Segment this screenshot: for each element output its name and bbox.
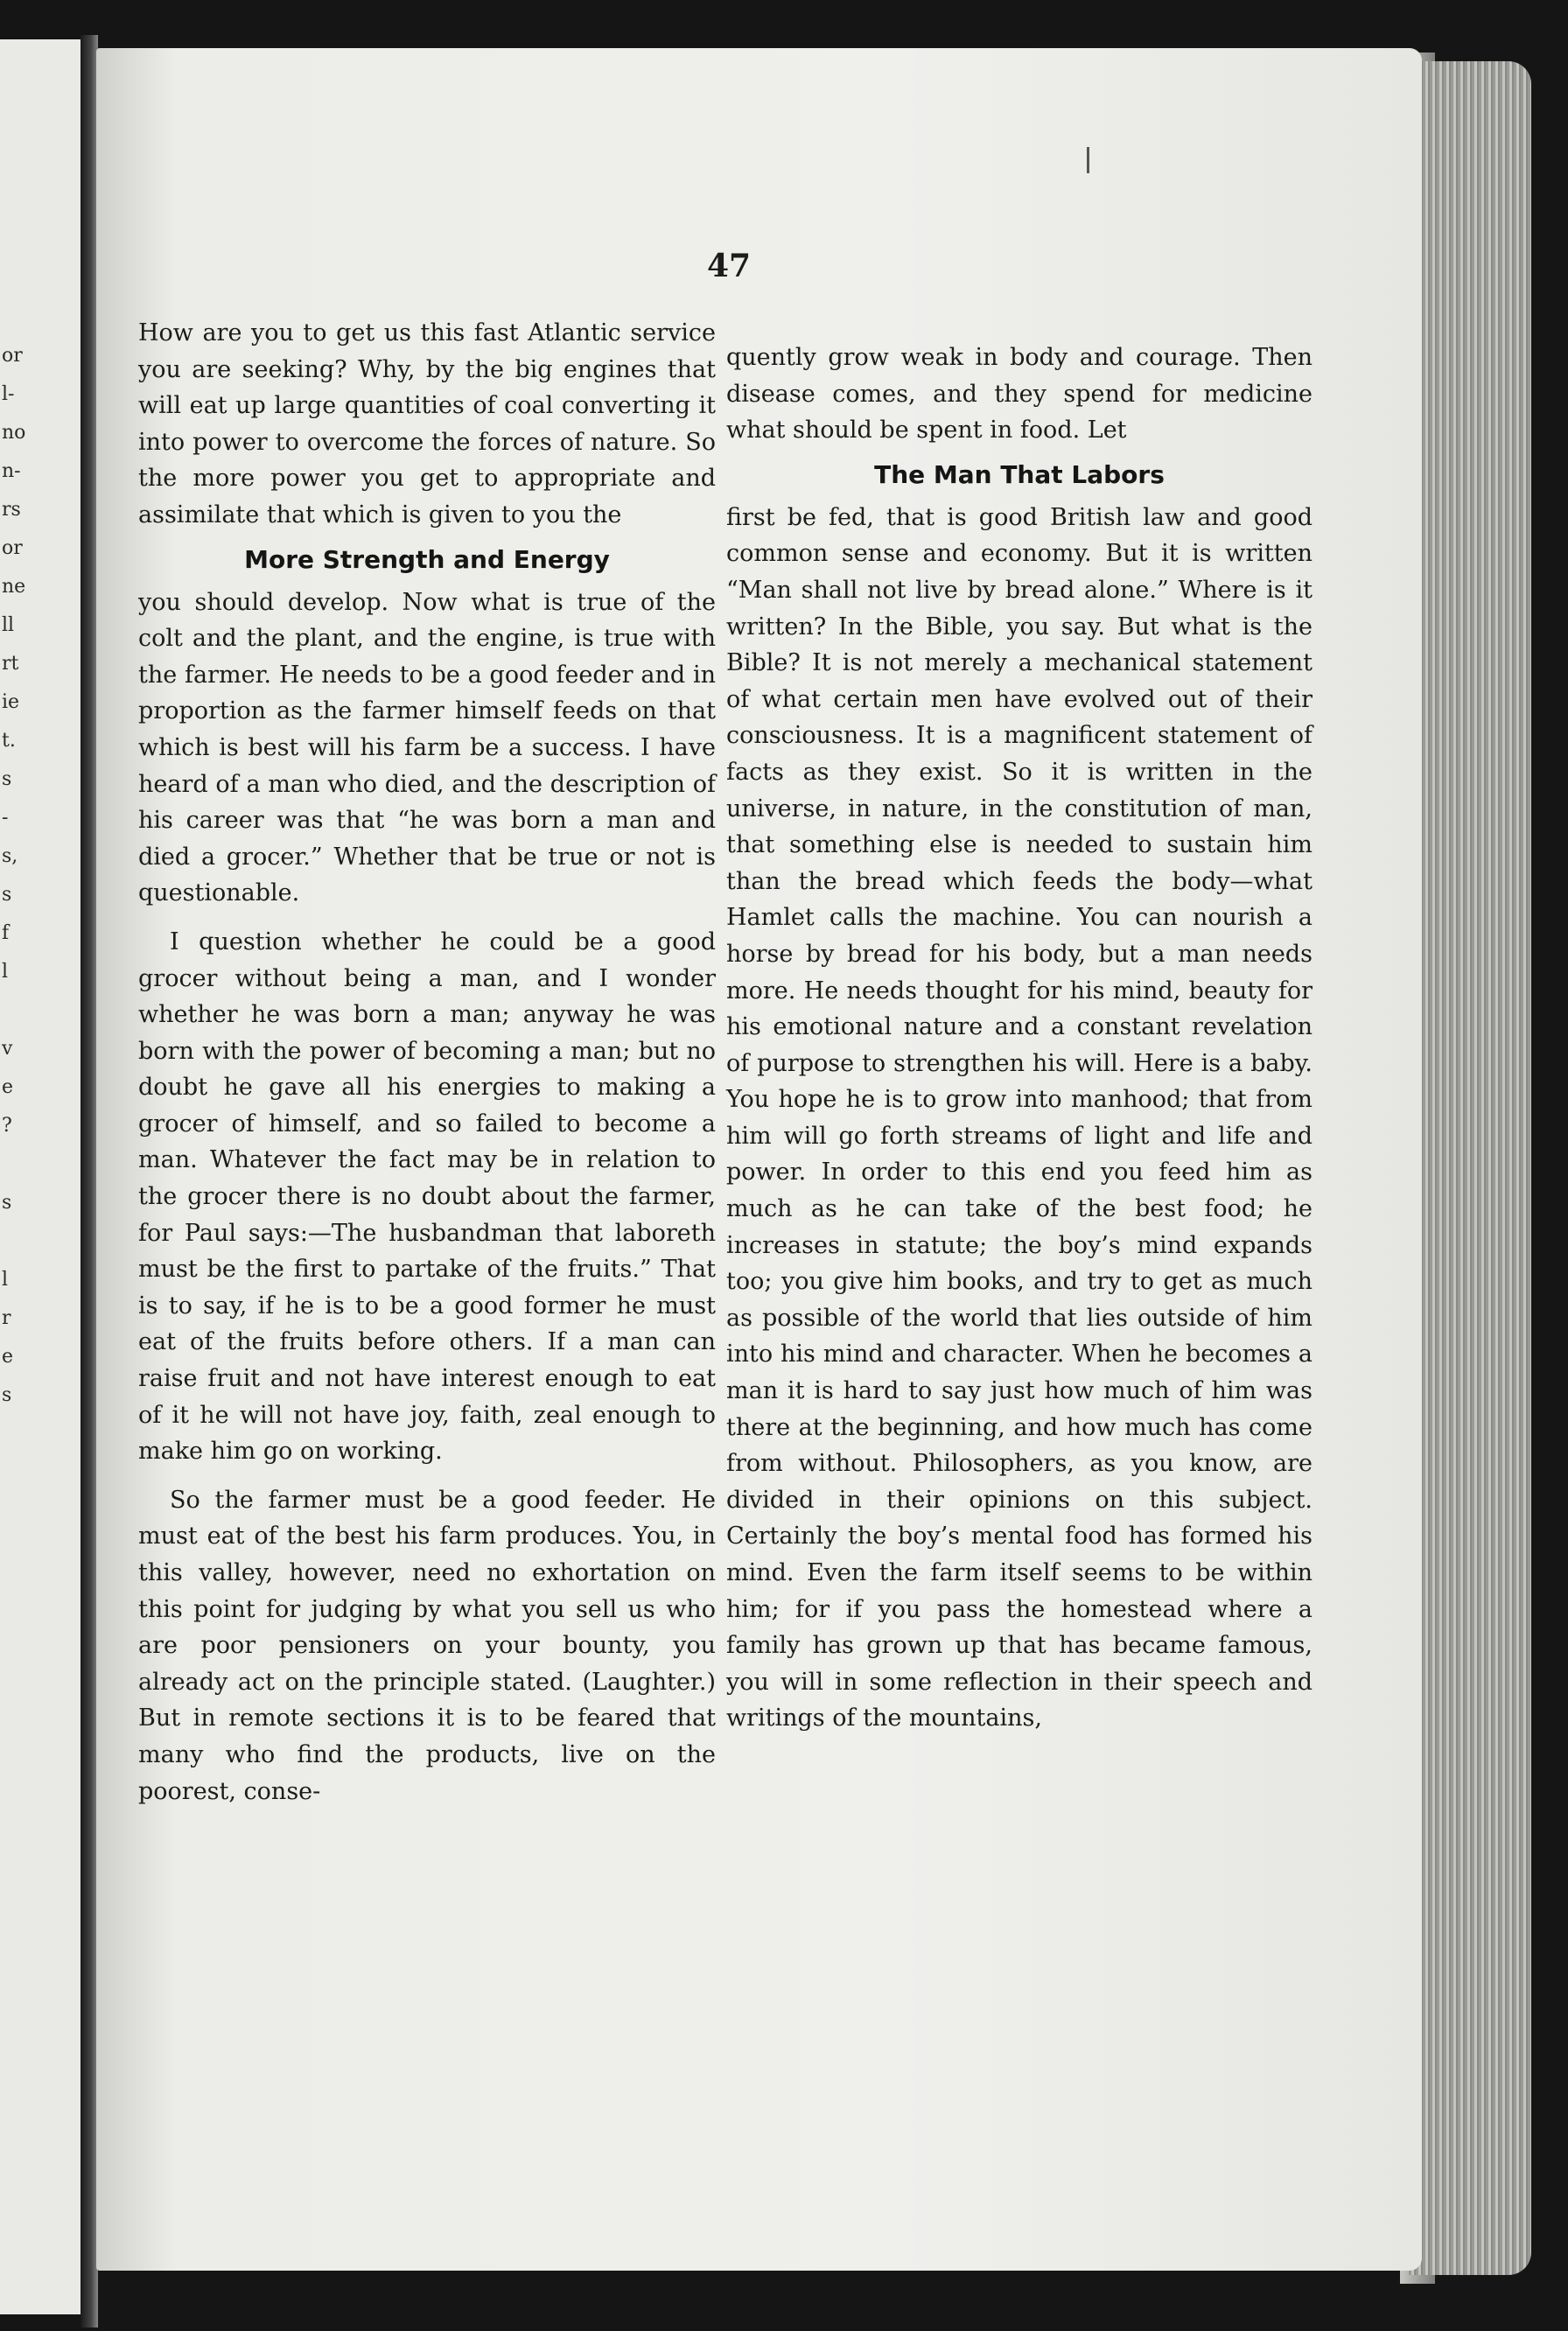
margin-fragment: l: [2, 1269, 9, 1291]
margin-fragment: f: [2, 922, 10, 944]
right-text-column: [726, 340, 1312, 1737]
margin-fragment: e: [2, 1076, 14, 1098]
paragraph: quently grow weak in body and courage. Then disease comes, and they spend for medicine what should be spent in food. Let: [726, 344, 1312, 444]
section-heading: More Strength and Energy: [244, 544, 610, 574]
margin-fragment: rs: [2, 499, 21, 521]
margin-fragment: no: [2, 422, 26, 444]
previous-page-edge: [0, 39, 80, 2314]
margin-fragment: t.: [2, 730, 16, 752]
book-gutter: [80, 35, 98, 2328]
margin-fragment: r: [2, 1307, 11, 1329]
page-mark: [1087, 147, 1089, 173]
margin-fragment: v: [2, 1038, 13, 1060]
margin-fragment: [2, 1222, 28, 1261]
left-text-column: [138, 315, 716, 1810]
margin-fragment: s: [2, 884, 12, 906]
margin-fragment: s: [2, 1384, 12, 1406]
margin-fragment: l-: [2, 383, 15, 405]
margin-fragment: [2, 1145, 28, 1184]
book-page-edges: [1409, 61, 1531, 2275]
margin-fragment: ?: [2, 1115, 12, 1137]
margin-fragment: or: [2, 537, 23, 559]
margin-fragment: l: [2, 961, 9, 983]
margin-fragment: ne: [2, 576, 26, 598]
margin-fragment: s: [2, 768, 12, 790]
margin-fragment: s: [2, 1192, 12, 1214]
paragraph: first be fed, that is good British law and good common sense and economy. But it is written “Man shall not live by bread alone.” Where is it written? In the Bible, you say. But what is the Bible? It is not merely a mechanical statement of what certain men have evolved out of their consciousness. It is a magnificent statement of facts as they exist. So it is written in the universe, in nature, in the constitution of man, that something else is needed to sustain him than the bread which feeds the body—what Hamlet calls the machine. You can nourish a horse by bread for his body, but a man needs more. He needs thought for his mind, beauty for his emotional nature and a constant revelation of purpose to strengthen his will. Here is a baby. You hope he is to grow into manhood; that from him will go forth streams of light and life and power. In order to this end you feed him as much as he can take of the best food; he increases in statute; the boy’s mind expands too; you give him books, and try to get as much as possible of the world that lies outside of him into his mind and character. When he becomes a man it is hard to say just how much of him was there at the beginning, and how much has come from without. Philosophers, as you know, are divided in their opinions on this subject. Certainly the boy’s mental food has formed his mind. Even the farm itself seems to be within him; for if you pass the homestead where a family has grown up that has became famous, you will in some reflection in their speech and writings of the mountains,: [726, 503, 1312, 1732]
margin-fragment: ll: [2, 614, 15, 636]
margin-fragment: [2, 1415, 28, 1453]
margin-fragment: or: [2, 345, 23, 367]
page-number: 47: [707, 248, 752, 284]
paragraph: So the farmer must be a good feeder. He must eat of the best his farm produces. You, in this valley, however, need no exhortation on this point for judging by what you sell us who are poor pensioners on your bounty, you already act on the principle stated. (Laughter.) But in remote sections it is to be feared that many who find the products, live on the poorest, conse-: [138, 1486, 716, 1805]
paragraph: How are you to get us this fast Atlantic service you are seeking? Why, by the big engines that will eat up large quantities of coal converting it into power to overcome the forces of nature. So the more power you get to appropriate and assimilate that which is given to you the: [138, 319, 716, 528]
margin-fragment: [2, 991, 28, 1030]
paragraph: you should develop. Now what is true of the colt and the plant, and the engine, is true with the farmer. He needs to be a good feeder and in proportion as the farmer himself feeds on that which is best will his farm be a success. I have heard of a man who died, and the description of his career was that “he was born a man and died a grocer.” Whether that be true or not is questionable.: [138, 588, 716, 907]
margin-fragment: s,: [2, 845, 18, 867]
margin-fragment: ie: [2, 691, 20, 713]
paragraph: I question whether he could be a good grocer without being a man, and I wonder whether he was born a man; anyway he was born with the power of becoming a man; but no doubt he gave all his energies to making a grocer of himself, and so failed to become a man. Whatever the fact may be in relation to the grocer there is no doubt about the farmer, for Paul says:—The husbandman that laboreth must be the first to partake of the fruits.” That is to say, if he is to be a good former he must eat of the fruits before others. If a man can raise fruit and not have interest enough to eat of it he will not have joy, faith, zeal enough to make him go on working.: [138, 928, 716, 1466]
margin-fragment: n-: [2, 460, 21, 482]
section-heading: The Man That Labors: [874, 459, 1165, 489]
margin-fragment: -: [2, 807, 9, 829]
margin-fragment: e: [2, 1346, 14, 1368]
margin-fragment: rt: [2, 653, 19, 675]
previous-page-text-fragments: [2, 337, 28, 1453]
